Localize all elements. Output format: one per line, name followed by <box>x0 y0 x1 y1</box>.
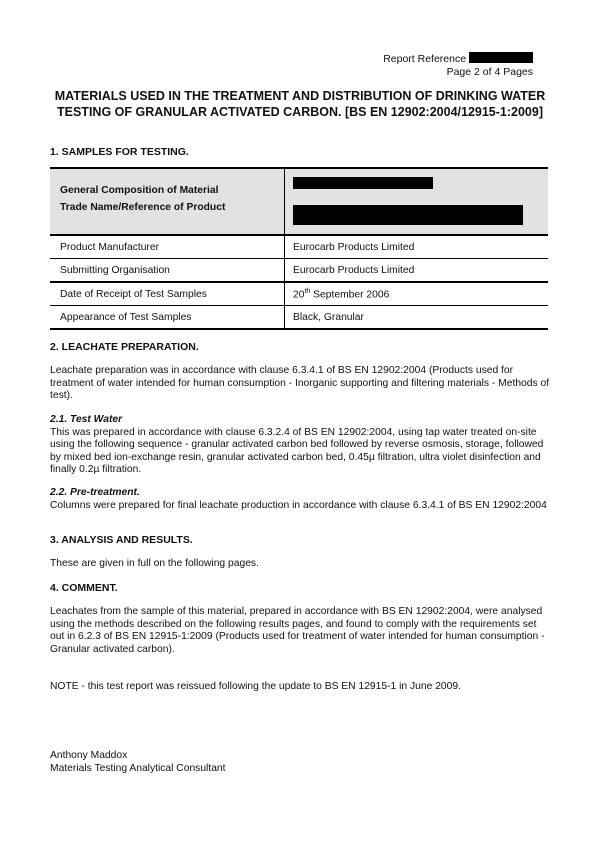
table-row <box>50 282 548 306</box>
section-3-heading: 3. ANALYSIS AND RESULTS. <box>50 534 193 546</box>
row-value: 20th September 2006 <box>293 287 390 301</box>
section-2-heading: 2. LEACHATE PREPARATION. <box>50 341 199 353</box>
table-row <box>50 306 548 330</box>
table-row <box>50 235 548 259</box>
section-1-heading: 1. SAMPLES FOR TESTING. <box>50 146 189 158</box>
subsection-text: This was prepared in accordance with clause 6.3.2.4 of BS EN 12902:2004, using tap water treated on-site using the following sequence - granular activated carbon bed followed by reverse osmosis, storage, followed by mixed bed ion-exchange resin, granular activated carbon bed, 0.45µ filtration, ultra violet disinfection and finally 0.2µ filtration. <box>50 426 544 475</box>
row-label: Product Manufacturer <box>50 235 285 259</box>
report-reference: Report Reference <box>383 52 533 66</box>
section-4-text: Leachates from the sample of this material, prepared in accordance with BS EN 12902:2004, were analysed using the methods described on the following results pages, and found to comply with the requirements set out in 6.2.3 of BS EN 12915-1:2009 (Products used for treatment of water intended for human consumption - Granular activated carbon). <box>50 606 545 655</box>
row-value <box>285 168 549 196</box>
section-2-2 <box>50 487 550 512</box>
row-label: Trade Name/Reference of Product <box>50 196 285 235</box>
row-value: Black, Granular <box>293 311 364 323</box>
redaction-bar <box>469 52 533 63</box>
subsection-heading: 2.2. Pre-treatment. <box>50 487 140 498</box>
section-2-intro: Leachate preparation was in accordance with clause 6.3.4.1 of BS EN 12902:2004 (Products used for treatment of water intended for human consumption - Inorganic supporting and filtering materials - Methods of test). <box>50 365 550 401</box>
section-4-note: NOTE - this test report was reissued following the update to BS EN 12915-1 in June 2009. <box>50 681 461 692</box>
section-4-heading: 4. COMMENT. <box>50 582 118 594</box>
page-header <box>383 52 533 79</box>
redaction-bar <box>293 205 523 225</box>
signatory-role: Materials Testing Analytical Consultant <box>50 762 226 774</box>
redaction-bar <box>293 177 433 189</box>
document-title: MATERIALS USED IN THE TREATMENT AND DISTRIBUTION OF DRINKING WATER TESTING OF GRANULAR ACTIVATED CARBON. [BS EN 12902:2004/12915-1:2009] <box>54 89 546 119</box>
row-value: Eurocarb Products Limited <box>293 264 415 276</box>
table-row <box>50 259 548 283</box>
row-label: Appearance of Test Samples <box>50 306 285 330</box>
section-2-1 <box>50 414 550 477</box>
signatory-name: Anthony Maddox <box>50 750 128 761</box>
table-row <box>50 196 548 235</box>
subsection-text: Columns were prepared for final leachate production in accordance with clause 6.3.4.1 of BS EN 12902:2004 <box>50 499 547 511</box>
samples-table <box>50 167 548 330</box>
table-row <box>50 168 548 196</box>
row-value <box>285 196 549 235</box>
row-label: Submitting Organisation <box>50 259 285 283</box>
page-number: Page 2 of 4 Pages <box>446 66 533 78</box>
signature-block <box>50 750 550 775</box>
row-value: Eurocarb Products Limited <box>293 241 415 253</box>
section-3-text: These are given in full on the following pages. <box>50 558 259 569</box>
row-label: Date of Receipt of Test Samples <box>50 282 285 306</box>
row-label: General Composition of Material <box>50 168 285 196</box>
subsection-heading: 2.1. Test Water <box>50 414 123 425</box>
